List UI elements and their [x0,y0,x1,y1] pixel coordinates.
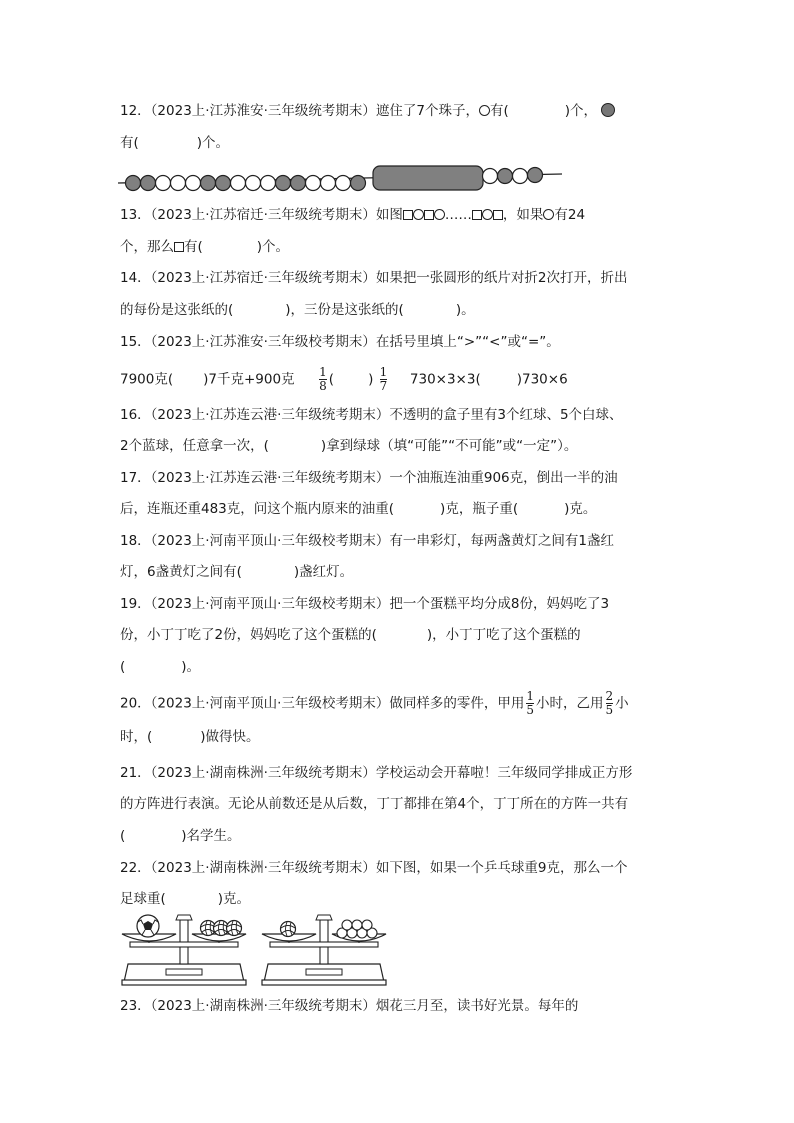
bead-gray [126,176,141,191]
fraction-one-seventh [380,366,388,393]
numerator: 1 [526,689,535,703]
q19-line-2 [120,625,581,645]
q20-text: 小时，乙用 [536,695,604,712]
soccer-ball-icon [137,915,159,937]
q18-text: 18．（2023上·河南平顶山·三年级校考期末）有一串彩灯，每两盏黄灯之间有1盏红 [120,533,614,549]
q15-compare-2: ) [368,371,374,388]
q15-compare-3: )730×6 [516,371,568,388]
q18-line-2 [120,562,353,582]
q20-text: )做得快。 [200,729,260,745]
q21-text: 的方阵进行表演。无论从前数还是从后数，丁丁都排在第4个，丁丁所在的方阵一共有 [120,796,629,812]
q15-compare-1: )7千克+900克 [203,371,295,388]
beads-figure [116,163,566,195]
q12-line-2 [120,133,229,153]
q19-text: 份，小丁丁吃了2份，妈妈吃了这个蛋糕的( [120,627,377,643]
bead-white [336,176,351,191]
q17-text: 17．（2023上·江苏连云港·三年级统考期末）一个油瓶连油重906克，倒出一半的油 [120,470,618,486]
cover-bar [373,166,483,190]
bead-white [261,176,276,191]
q23-text: 23．（2023上·湖南株洲·三年级统考期末）烟花三月至，读书好光景。每年的 [120,998,579,1014]
q21-text: ( [120,828,126,844]
q15-compare-1: 7900克( [120,371,174,388]
q13-text: 个，那么 [120,239,174,255]
q13-text: 有24 [554,207,586,223]
q17-text: )克，瓶子重( [440,501,519,517]
q20-text: 20．（2023上·河南平顶山·三年级校考期末）做同样多的零件，甲用 [120,695,525,712]
q16-text: )拿到绿球（填“可能”“不可能”或“一定”）。 [320,438,578,454]
q22-line-2 [120,889,250,909]
q22-text: 足球重( [120,891,166,907]
bead-gray [291,176,306,191]
q22-text: 22．（2023上·湖南株洲·三年级统考期末）如下图，如果一个乒乓球重9克，那么一个 [120,860,628,876]
volleyball-icon [281,922,296,937]
circle-icon [434,209,445,220]
bead-white [483,169,498,184]
q16-text: 2个蓝球，任意拿一次，( [120,438,269,454]
q12-text: )个， [564,103,598,119]
square-icon [424,210,434,220]
fraction-one-eighth [319,366,327,393]
bead-white [231,176,246,191]
q18-line-1 [120,531,614,551]
q22-text: )克。 [217,891,251,907]
q20-text: 时，( [120,729,153,745]
numerator: 1 [379,365,388,379]
bead-gray [498,169,513,184]
q12-text: )个。 [196,135,230,151]
q19-text: ( [120,659,126,675]
bead-white [246,176,261,191]
fraction-two-fifths [606,690,614,717]
q13-text: )个。 [256,239,290,255]
q13-text: 13．（2023上·江苏宿迁·三年级统考期末）如图 [120,207,403,223]
q22-line-1 [120,858,627,878]
q14-line-2 [120,300,475,320]
bead-gray [351,176,366,191]
circle-icon [543,209,554,220]
q12-line-1 [120,101,615,121]
bead-white [306,176,321,191]
balance-scales-figure [120,912,400,987]
bead-white [321,176,336,191]
q20-line-1 [120,690,629,717]
bead-white [171,176,186,191]
q13-text: …… [444,207,472,223]
white-bead-icon [479,105,490,116]
square-icon [174,242,184,252]
q15-text: 15．（2023上·江苏淮安·三年级校考期末）在括号里填上“>”“<”或“=”。 [120,334,560,350]
q19-text: )，小丁丁吃了这个蛋糕的 [426,627,581,643]
bead-white [156,176,171,191]
q16-line-2 [120,436,577,456]
q19-text: 19．（2023上·河南平顶山·三年级校考期末）把一个蛋糕平均分成8份，妈妈吃了3 [120,596,610,612]
ping-pong-balls-icon [337,920,377,938]
bead-white [186,176,201,191]
q19-line-3 [120,657,200,677]
q14-text: 14．（2023上·江苏宿迁·三年级统考期末）如果把一张圆形的纸片对折2次打开，折出 [120,270,628,286]
q21-line-2 [120,794,628,814]
square-icon [493,210,503,220]
circle-icon [482,209,493,220]
q14-text: 的每份是这张纸的( [120,302,234,318]
q21-text: 21．（2023上·湖南株洲·三年级统考期末）学校运动会开幕啦！三年级同学排成正方形 [120,765,633,781]
q14-line-1 [120,268,627,288]
square-icon [403,210,413,220]
q15-line-2: 7900克( )7千克+900克 $\frac{1}{8}$ ( ) $\frac{1}{7}$ 730×3×3( )730×6 [120,365,568,393]
q19-text: )。 [181,659,201,675]
q13-text: ，如果 [502,207,544,223]
q13-line-2 [120,237,289,257]
q12-text: 有( [489,103,509,119]
denominator: 8 [319,379,327,393]
q23-line-1 [120,996,578,1016]
q21-line-3 [120,826,241,846]
numerator: 2 [605,689,614,703]
q12-text: 12．（2023上·江苏淮安·三年级统考期末）遮住了7个珠子， [120,103,479,119]
q17-line-1 [120,468,618,488]
q20-text: 小 [615,695,629,712]
fraction-one-fifth [526,690,534,717]
bead-white [513,169,528,184]
numerator: 1 [319,365,327,379]
circle-icon [413,209,424,220]
bead-gray [276,176,291,191]
gray-bead-icon [601,103,615,117]
q18-text: 灯，6盏黄灯之间有( [120,564,242,580]
q21-text: )名学生。 [181,828,241,844]
q14-text: )，三份是这张纸的( [285,302,404,318]
q13-line-1 [120,205,585,225]
bead-gray [141,176,156,191]
volleyball-icon [227,921,242,936]
bead-gray [201,176,216,191]
q16-line-1 [120,405,623,425]
denominator: 7 [379,379,388,393]
q12-text: 有( [120,135,139,151]
bead-gray [216,176,231,191]
q17-text: )克。 [564,501,597,517]
q17-line-2 [120,499,596,519]
q15-compare-3: 730×3×3( [409,371,481,388]
square-icon [472,210,482,220]
q21-line-1 [120,763,632,783]
q20-line-2 [120,727,260,747]
q19-line-1 [120,594,609,614]
q17-text: 后，连瓶还重483克，问这个瓶内原来的油重( [120,501,395,517]
q14-text: )。 [455,302,475,318]
q15-line-1 [120,332,560,352]
denominator: 5 [605,703,614,717]
denominator: 5 [526,703,535,717]
q18-text: )盏红灯。 [293,564,354,580]
q13-text: 有( [184,239,203,255]
bead-gray [528,168,543,183]
q16-text: 16．（2023上·江苏连云港·三年级统考期末）不透明的盒子里有3个红球、5个白球、 [120,407,623,423]
